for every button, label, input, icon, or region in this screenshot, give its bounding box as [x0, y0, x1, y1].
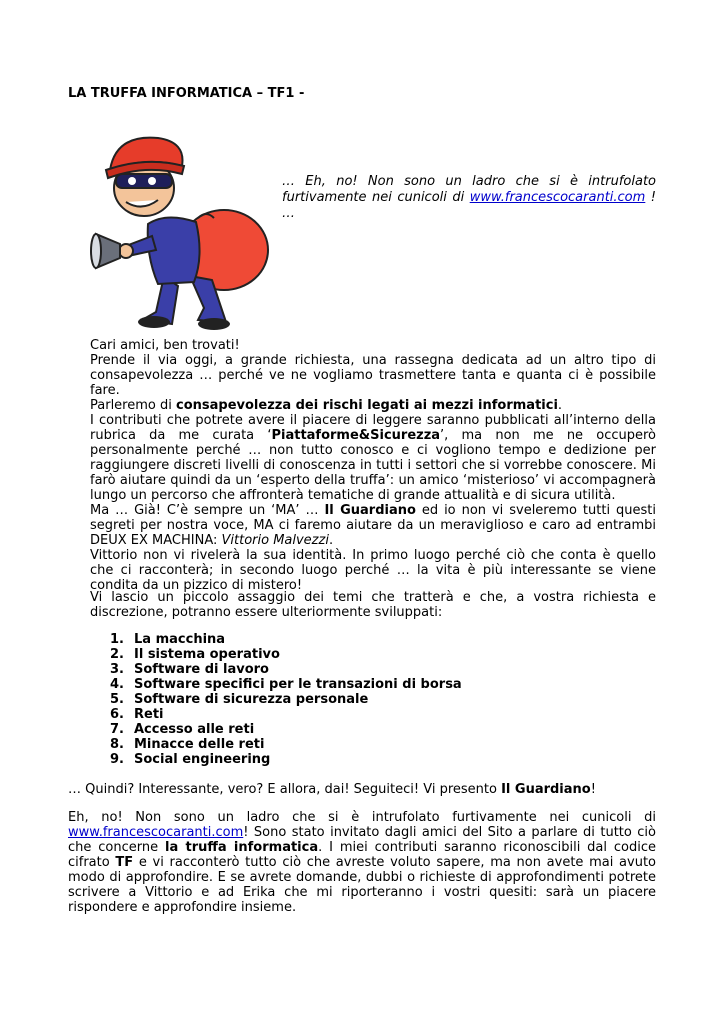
closing-site-link[interactable]: www.francescocaranti.com — [68, 825, 244, 840]
intro-paragraph-5: Vittorio non vi rivelerà la sua identità. In primo luogo perché ciò che conta è quello che ci racconterà; in secondo luogo perché … la vita è più interessante se viene condita da un pizzico di mistero! — [90, 548, 656, 593]
greeting: Cari amici, ben trovati! — [90, 338, 240, 353]
caption-text-end: ! … — [282, 190, 656, 221]
code-label: TF — [115, 855, 134, 870]
closing-paragraph: Eh, no! Non sono un ladro che si è intrufolato furtivamente nei cunicoli di www.francescocaranti.com! Sono stato invitato dagli amici del Sito a parlare di tutto ciò che concerne la truffa informatica. I miei contributi saranno riconoscibili dal codice cifrato TF e vi racconterò tutto ciò che avreste voluto sapere, ma non avete mai avuto modo di approfondire. E se avrete domande, dubbi o richieste di approfondimenti potrete scrivere a Vittorio e ad Erika che mi riporteranno i vostri quesiti: sarà un piacere rispondere e approfondire insieme. — [68, 810, 657, 915]
author-name: Vittorio Malvezzi — [221, 533, 329, 548]
intro-paragraph-2: Parleremo di consapevolezza dei rischi legati ai mezzi informatici. — [90, 398, 563, 413]
topic-highlight: la truffa informatica — [164, 840, 319, 855]
guardian-intro: … Quindi? Interessante, vero? E allora, dai! Seguiteci! Vi presento Il Guardiano! — [68, 782, 596, 797]
caption-site-link[interactable]: www.francescocaranti.com — [469, 190, 646, 205]
topics-list — [110, 632, 462, 767]
caption-text: … Eh, no! Non sono un ladro che si è intrufolato furtivamente nei cunicoli di — [282, 174, 656, 205]
list-item: 6. Reti — [110, 707, 164, 722]
intro-section — [90, 338, 656, 593]
page-title: LA TRUFFA INFORMATICA – TF1 - — [68, 86, 305, 101]
list-item: 5. Software di sicurezza personale — [110, 692, 369, 707]
intro-paragraph-3: I contributi che potrete avere il piacere di leggere saranno pubblicati all’interno della rubrica da me curata ‘Piattaforme&Sicurezza’, ma non me ne occuperò personalmente perché … non tutto conosco e ci vogliono tempo e dedizione per raggiungere discreti livelli di conoscenza in tutti i settori che si vorrebbe conoscere. Mi farò aiutare quindi da un ‘esperto della truffa’: un amico ‘misterioso’ vi accompagnerà lungo un percorso che affronterà tematiche di grande attualità e di sicura utilità. — [90, 413, 656, 503]
rubric-name: Piattaforme&Sicurezza — [271, 428, 441, 443]
thief-cartoon-icon — [86, 126, 276, 336]
topic-highlight: consapevolezza dei rischi legati ai mezzi informatici — [175, 398, 558, 413]
topics-lead: Vi lascio un piccolo assaggio dei temi che tratterà e che, a vostra richiesta e discrezione, potranno essere ulteriormente sviluppati: — [90, 590, 656, 620]
list-item: 1. La macchina — [110, 632, 226, 647]
intro-paragraph-1: Prende il via oggi, a grande richiesta, una rassegna dedicata ad un altro tipo di consapevolezza … perché ve ne vogliamo trasmettere tanta e quanta ci è possibile fare. — [90, 353, 656, 398]
list-item: 8. Minacce delle reti — [110, 737, 265, 752]
list-item: 9. Social engineering — [110, 752, 271, 767]
list-item: 4. Software specifici per le transazioni di borsa — [110, 677, 462, 692]
illustration-caption — [282, 174, 656, 222]
intro-paragraph-4: Ma … Già! C’è sempre un ‘MA’ … Il Guardiano ed io non vi sveleremo tutti questi segreti per nostra voce, MA ci faremo aiutare da un meraviglioso e caro ad entrambi DEUX EX MACHINA: Vittorio Malvezzi. — [90, 503, 656, 548]
list-item: 3. Software di lavoro — [110, 662, 269, 677]
guardian-name: Il Guardiano — [324, 503, 416, 518]
list-item: 7. Accesso alle reti — [110, 722, 255, 737]
guardian-name: Il Guardiano — [501, 782, 591, 797]
list-item: 2. Il sistema operativo — [110, 647, 280, 662]
